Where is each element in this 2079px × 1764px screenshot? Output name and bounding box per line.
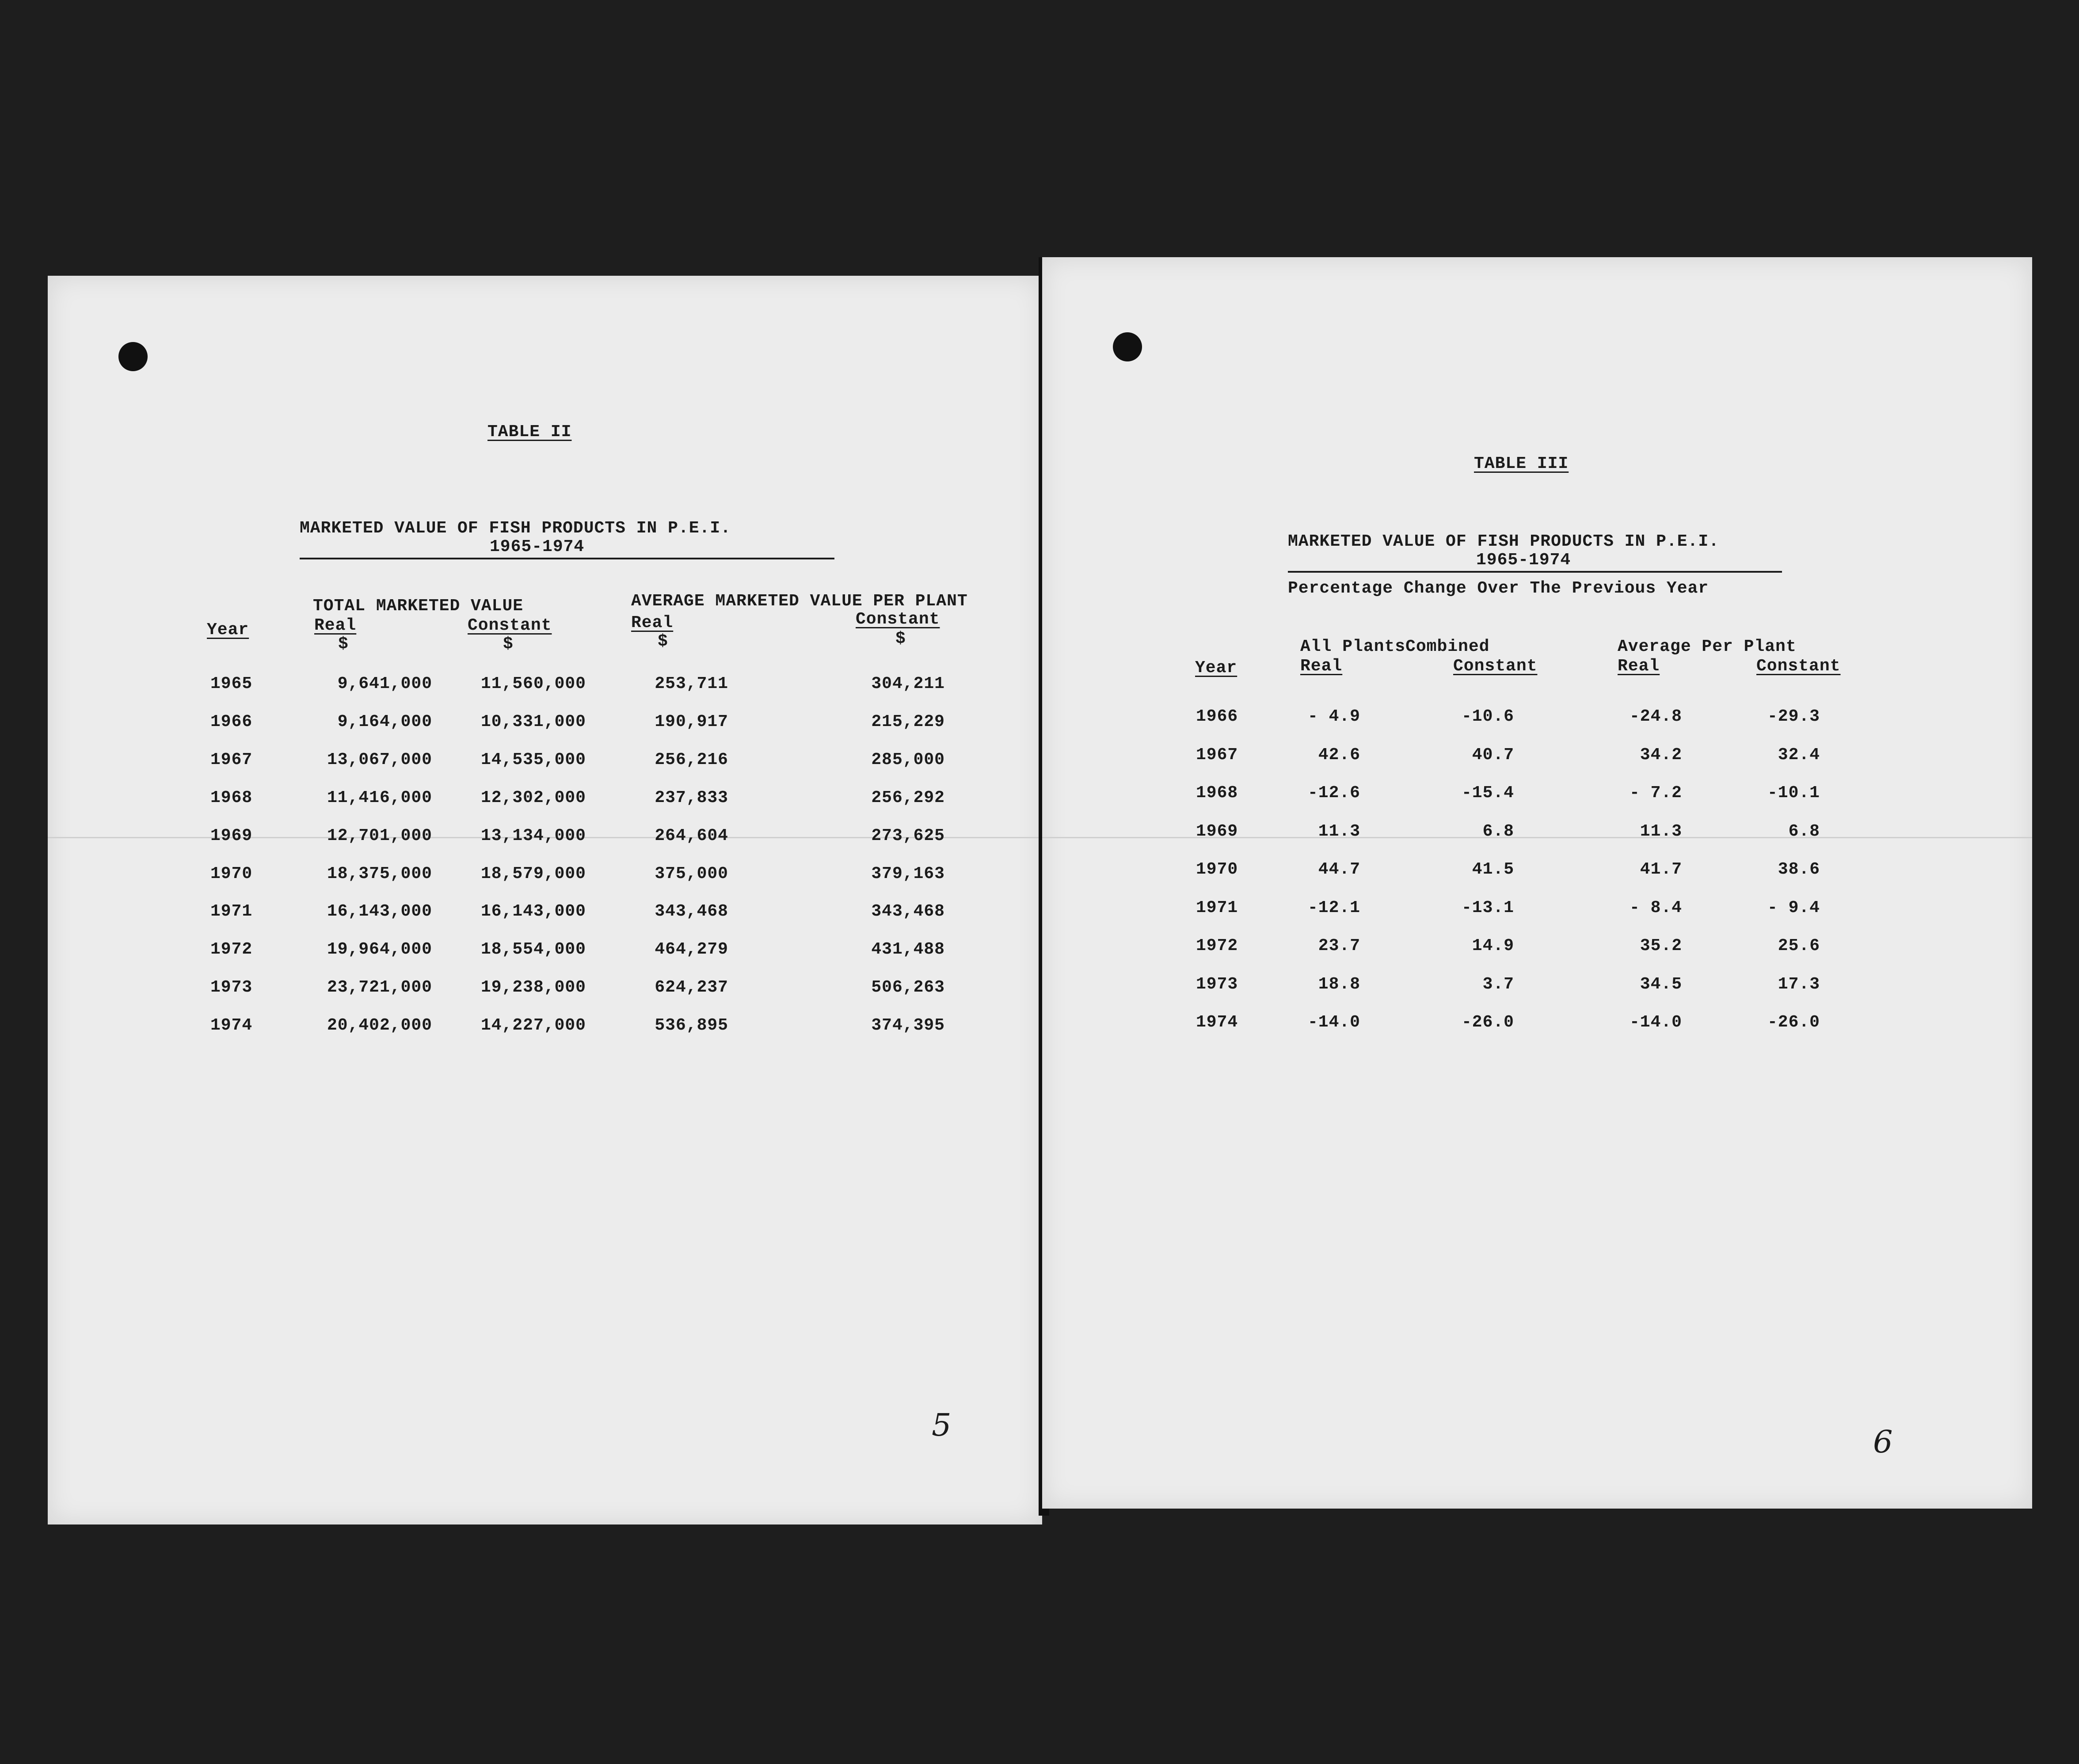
col-header-total-constant: Constant (468, 616, 552, 635)
all-real-cell: 23.7 (1318, 936, 1360, 955)
total-real-cell: 9,164,000 (337, 712, 432, 731)
dollar-unit: $ (895, 629, 906, 648)
col-header-avg-constant: Constant (856, 610, 940, 629)
total-constant-cell: 14,535,000 (480, 750, 586, 769)
avg-real-cell: 464,279 (655, 940, 728, 959)
year-cell: 1968 (1196, 783, 1238, 802)
year-cell: 1967 (1196, 745, 1238, 764)
table-iii-subtitle: Percentage Change Over The Previous Year (1288, 579, 1709, 598)
all-real-cell: 11.3 (1318, 821, 1360, 841)
avg-real-cell: 253,711 (655, 674, 728, 693)
year-cell: 1968 (210, 788, 253, 807)
all-constant-cell: 6.8 (1482, 821, 1514, 841)
avg-constant-cell: 506,263 (871, 978, 945, 997)
total-constant-cell: 19,238,000 (480, 978, 586, 997)
table-ii-label: TABLE II (487, 422, 572, 441)
col-header-avg-real: Real (1618, 657, 1660, 676)
avg-real-cell: 11.3 (1640, 821, 1682, 841)
avg-constant-cell: 38.6 (1778, 860, 1820, 879)
avg-real-cell: -24.8 (1629, 707, 1682, 726)
total-real-cell: 13,067,000 (327, 750, 432, 769)
year-cell: 1974 (1196, 1013, 1238, 1032)
all-real-cell: 44.7 (1318, 860, 1360, 879)
avg-constant-cell: 374,395 (871, 1016, 945, 1035)
page-table-iii (1042, 257, 2032, 1509)
avg-real-cell: 190,917 (655, 712, 728, 731)
total-constant-cell: 16,143,000 (480, 902, 586, 921)
year-cell: 1969 (1196, 821, 1238, 841)
col-header-all-real: Real (1300, 657, 1343, 676)
col-header-all-constant: Constant (1453, 657, 1538, 676)
total-real-cell: 23,721,000 (327, 978, 432, 997)
avg-real-cell: 35.2 (1640, 936, 1682, 955)
avg-real-cell: 536,895 (655, 1016, 728, 1035)
all-real-cell: -12.1 (1307, 898, 1360, 917)
total-real-cell: 18,375,000 (327, 864, 432, 883)
avg-constant-cell: 6.8 (1788, 821, 1820, 841)
avg-real-cell: 624,237 (655, 978, 728, 997)
year-cell: 1973 (210, 978, 253, 997)
total-constant-cell: 13,134,000 (480, 826, 586, 845)
col-header-year: Year (1195, 658, 1238, 677)
dollar-unit: $ (503, 635, 514, 654)
total-constant-cell: 18,554,000 (480, 940, 586, 959)
year-cell: 1966 (210, 712, 253, 731)
total-real-cell: 16,143,000 (327, 902, 432, 921)
total-constant-cell: 11,560,000 (480, 674, 586, 693)
avg-real-cell: - 8.4 (1629, 898, 1682, 917)
all-constant-cell: -13.1 (1461, 898, 1514, 917)
title-rule (1288, 571, 1782, 573)
total-constant-cell: 12,302,000 (480, 788, 586, 807)
year-cell: 1973 (1196, 974, 1238, 994)
avg-constant-cell: 256,292 (871, 788, 945, 807)
year-cell: 1972 (210, 940, 253, 959)
all-constant-cell: 41.5 (1472, 860, 1514, 879)
avg-real-cell: 264,604 (655, 826, 728, 845)
avg-real-cell: 34.5 (1640, 974, 1682, 994)
year-cell: 1971 (1196, 898, 1238, 917)
all-constant-cell: 14.9 (1472, 936, 1514, 955)
page-number: 6 (1873, 1424, 1893, 1460)
table-ii-title: MARKETED VALUE OF FISH PRODUCTS IN P.E.I. (300, 519, 731, 538)
group-header-average: AVERAGE MARKETED VALUE PER PLANT (631, 592, 968, 611)
avg-constant-cell: 304,211 (871, 674, 945, 693)
table-iii-title: MARKETED VALUE OF FISH PRODUCTS IN P.E.I. (1288, 532, 1719, 551)
all-real-cell: 18.8 (1318, 974, 1360, 994)
title-rule (300, 558, 834, 559)
total-constant-cell: 10,331,000 (480, 712, 586, 731)
group-header-average-per-plant: Average Per Plant (1618, 637, 1797, 656)
page-number: 5 (932, 1407, 952, 1443)
avg-constant-cell: -26.0 (1767, 1013, 1820, 1032)
dollar-unit: $ (658, 632, 668, 651)
all-real-cell: -12.6 (1307, 783, 1360, 802)
all-constant-cell: -15.4 (1461, 783, 1514, 802)
all-real-cell: - 4.9 (1307, 707, 1360, 726)
table-iii-label: TABLE III (1474, 454, 1569, 473)
all-constant-cell: -10.6 (1461, 707, 1514, 726)
avg-real-cell: - 7.2 (1629, 783, 1682, 802)
year-cell: 1974 (210, 1016, 253, 1035)
table-iii-years: 1965-1974 (1476, 551, 1571, 570)
group-header-total: TOTAL MARKETED VALUE (313, 597, 524, 616)
all-constant-cell: 40.7 (1472, 745, 1514, 764)
total-real-cell: 19,964,000 (327, 940, 432, 959)
year-cell: 1969 (210, 826, 253, 845)
year-cell: 1970 (210, 864, 253, 883)
col-header-avg-constant: Constant (1756, 657, 1841, 676)
total-real-cell: 20,402,000 (327, 1016, 432, 1035)
year-cell: 1967 (210, 750, 253, 769)
scan-line (1042, 837, 2032, 838)
avg-real-cell: 237,833 (655, 788, 728, 807)
table-ii-years: 1965-1974 (490, 537, 585, 556)
all-real-cell: 42.6 (1318, 745, 1360, 764)
avg-real-cell: 34.2 (1640, 745, 1682, 764)
avg-constant-cell: 431,488 (871, 940, 945, 959)
avg-real-cell: 375,000 (655, 864, 728, 883)
avg-real-cell: 343,468 (655, 902, 728, 921)
avg-constant-cell: -10.1 (1767, 783, 1820, 802)
col-header-avg-real: Real (631, 613, 674, 632)
avg-constant-cell: - 9.4 (1767, 898, 1820, 917)
avg-constant-cell: 32.4 (1778, 745, 1820, 764)
punch-hole (118, 342, 148, 371)
avg-constant-cell: 379,163 (871, 864, 945, 883)
year-cell: 1970 (1196, 860, 1238, 879)
all-constant-cell: 3.7 (1482, 974, 1514, 994)
avg-constant-cell: 17.3 (1778, 974, 1820, 994)
total-real-cell: 12,701,000 (327, 826, 432, 845)
avg-constant-cell: 273,625 (871, 826, 945, 845)
year-cell: 1971 (210, 902, 253, 921)
all-real-cell: -14.0 (1307, 1013, 1360, 1032)
total-real-cell: 11,416,000 (327, 788, 432, 807)
avg-real-cell: 41.7 (1640, 860, 1682, 879)
page-table-ii (48, 276, 1042, 1524)
total-real-cell: 9,641,000 (337, 674, 432, 693)
year-cell: 1966 (1196, 707, 1238, 726)
total-constant-cell: 14,227,000 (480, 1016, 586, 1035)
group-header-all-plants: All PlantsCombined (1300, 637, 1490, 656)
col-header-total-real: Real (314, 616, 357, 635)
all-constant-cell: -26.0 (1461, 1013, 1514, 1032)
dollar-unit: $ (338, 635, 349, 654)
punch-hole (1113, 332, 1142, 361)
avg-constant-cell: 25.6 (1778, 936, 1820, 955)
avg-real-cell: 256,216 (655, 750, 728, 769)
year-cell: 1972 (1196, 936, 1238, 955)
avg-real-cell: -14.0 (1629, 1013, 1682, 1032)
total-constant-cell: 18,579,000 (480, 864, 586, 883)
avg-constant-cell: -29.3 (1767, 707, 1820, 726)
year-cell: 1965 (210, 674, 253, 693)
avg-constant-cell: 285,000 (871, 750, 945, 769)
avg-constant-cell: 215,229 (871, 712, 945, 731)
col-header-year: Year (207, 620, 249, 639)
avg-constant-cell: 343,468 (871, 902, 945, 921)
